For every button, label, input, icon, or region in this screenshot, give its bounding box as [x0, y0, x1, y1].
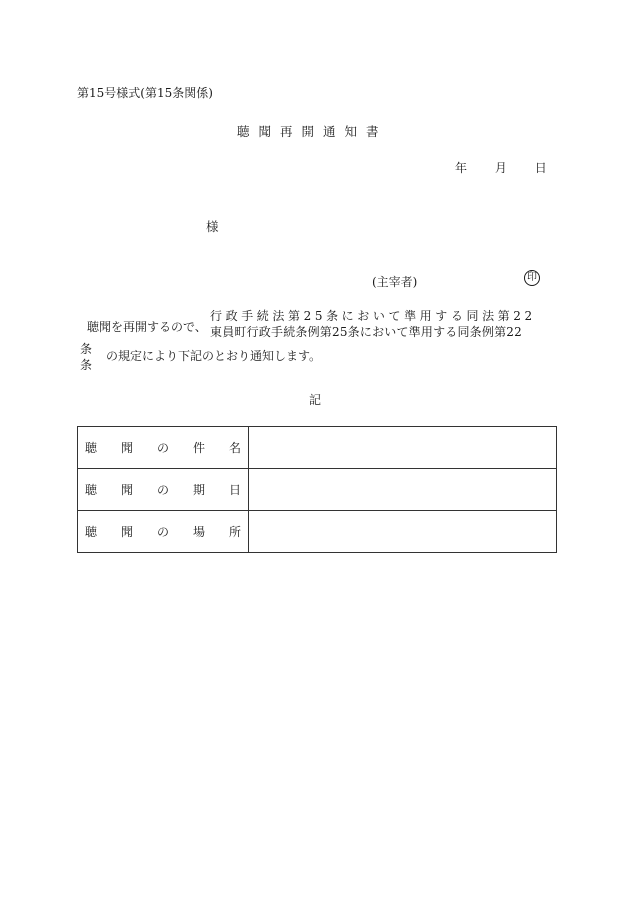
table-row	[78, 511, 557, 553]
date-line	[455, 159, 547, 176]
hearing-info-table	[77, 426, 557, 553]
ki-heading: 記	[309, 393, 322, 407]
body-tail-text: の規定により下記のとおり通知します。	[106, 349, 322, 363]
row-value-cell[interactable]	[249, 511, 557, 553]
date-day: 日	[534, 161, 547, 175]
form-number: 第15号様式(第15条関係)	[77, 86, 213, 100]
row-value-cell[interactable]	[249, 427, 557, 469]
row-label-cell	[78, 469, 249, 511]
organizer-label: (主宰者)	[372, 275, 418, 289]
table-row	[78, 427, 557, 469]
legal-basis-option-2: 東員町行政手続条例第25条において準用する同条例第22	[210, 325, 522, 339]
table-row	[78, 469, 557, 511]
date-year: 年	[455, 161, 468, 175]
row-label: 聴 聞 の 期 日	[85, 483, 241, 497]
article-suffix-1: 条	[80, 342, 93, 356]
legal-basis-option-1: 行政手続法第25条において準用する同法第22	[210, 309, 536, 323]
row-label-cell	[78, 511, 249, 553]
document-title: 聴聞再開通知書	[237, 124, 388, 139]
row-label-cell	[78, 427, 249, 469]
date-month: 月	[494, 161, 507, 175]
row-label: 聴 聞 の 場 所	[85, 525, 241, 539]
row-value-cell[interactable]	[249, 469, 557, 511]
row-label: 聴 聞 の 件 名	[85, 441, 241, 455]
article-suffix-2: 条	[80, 358, 93, 372]
seal-mark: 印	[524, 270, 540, 286]
body-lead-text: 聴聞を再開するので、	[87, 320, 207, 334]
addressee-suffix: 様	[206, 219, 219, 234]
